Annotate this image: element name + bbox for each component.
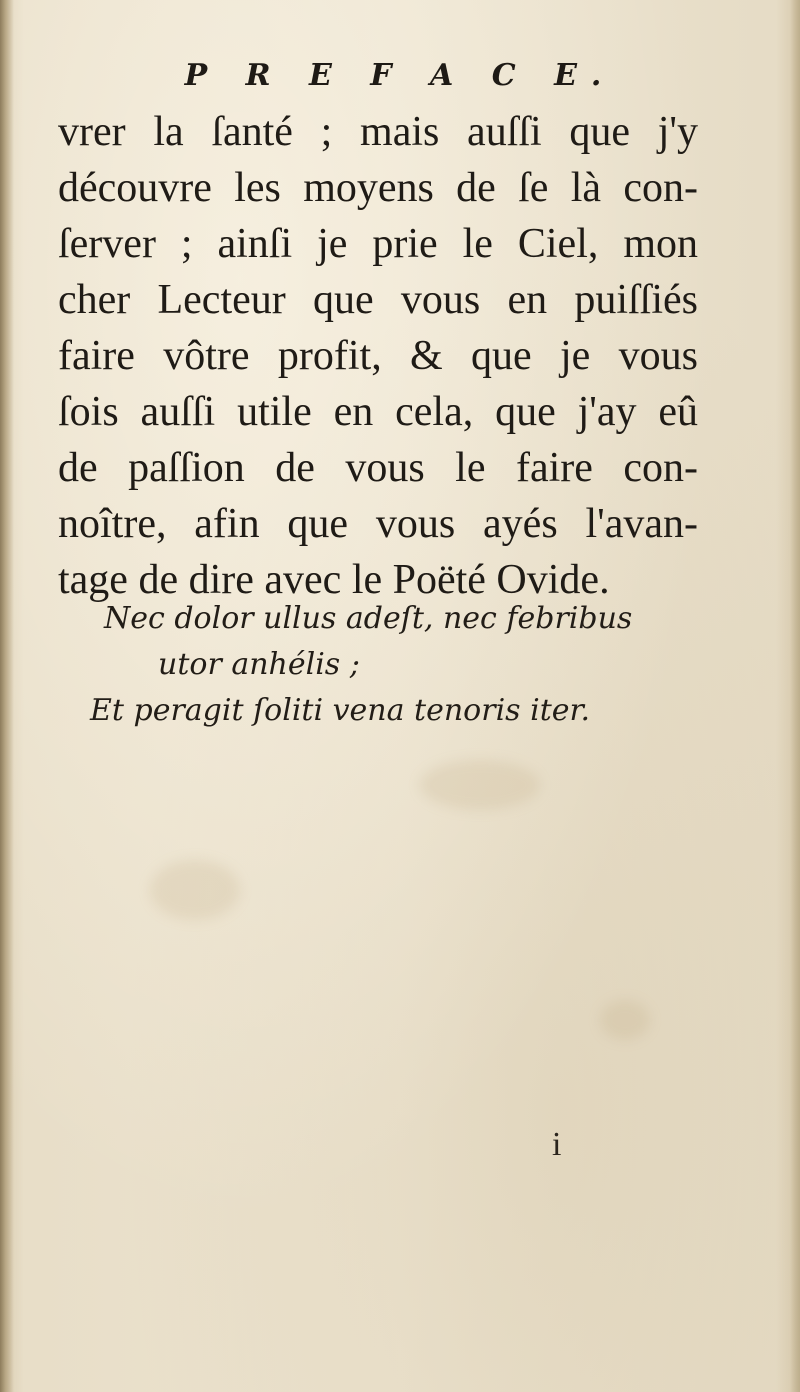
text-line: ſerver ; ainſi je prie le Ciel, mon [58, 221, 698, 267]
text-line: vrer la ſanté ; mais auſſi que j'y [58, 109, 698, 155]
text-line: cher Lecteur que vous en puiſſiés [58, 277, 698, 323]
page-gutter-left [0, 0, 14, 1392]
text-line: découvre les moyens de ſe là con- [58, 165, 698, 211]
text-line: faire vôtre profit, & que je vous [58, 333, 698, 379]
paper-stain [600, 1000, 650, 1040]
page-edge-right [790, 0, 800, 1392]
text-line: de paſſion de vous le faire con- [58, 445, 698, 491]
text-line: tage de dire avec le Poëté Ovide. [58, 557, 610, 603]
signature-mark: i [552, 1126, 562, 1163]
verse-line: Et peragit ſoliti vena tenoris iter. [90, 693, 591, 728]
verse-quotation [90, 596, 704, 734]
verse-line: utor anhélis ; [158, 647, 360, 682]
verse-line: Nec dolor ullus adeſt, nec febribus [104, 601, 633, 636]
paper-stain [420, 760, 540, 810]
body-text [58, 104, 698, 608]
paper-stain [150, 860, 240, 920]
running-head: P R E F A C E. [184, 58, 616, 93]
text-line: ſois auſſi utile en cela, que j'ay eû [58, 389, 698, 435]
text-line: noître, afin que vous ayés l'avan- [58, 501, 698, 547]
